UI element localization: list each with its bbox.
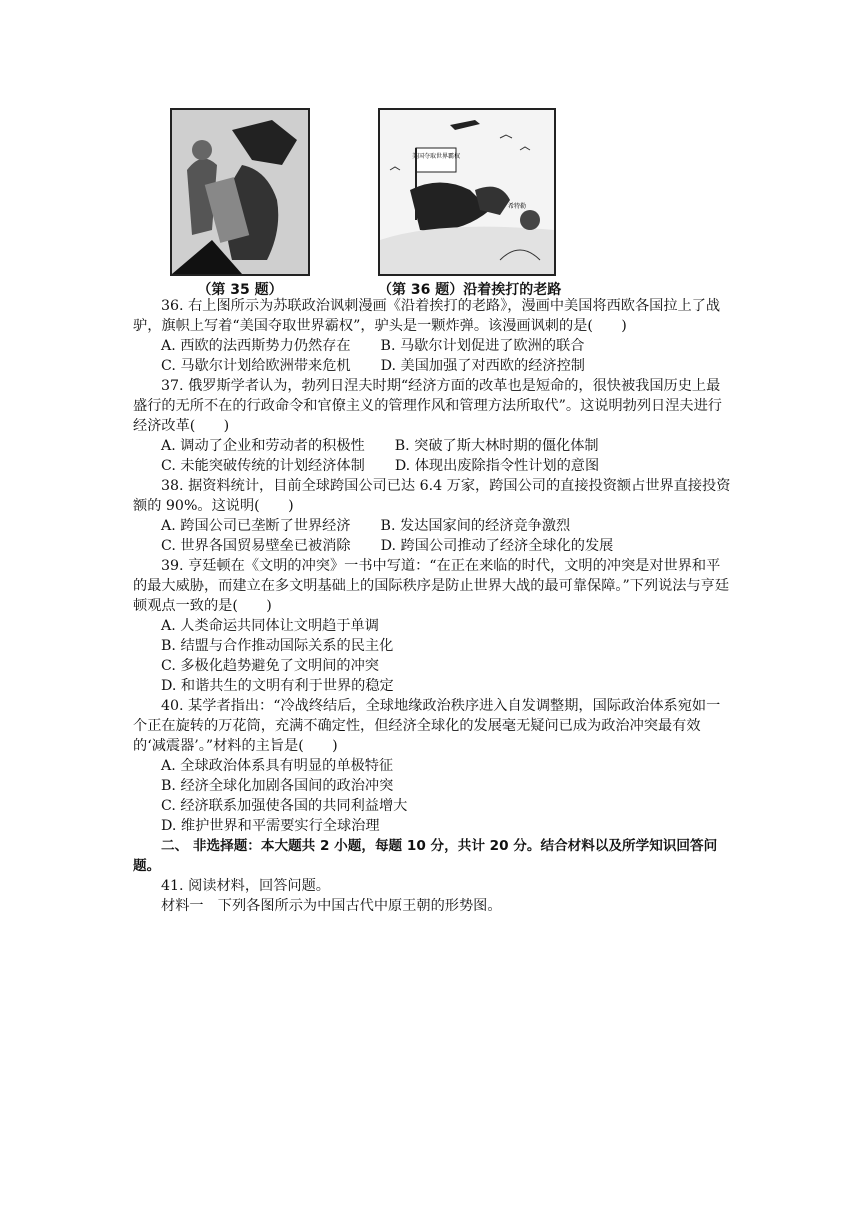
q38-stem: 38. 据资料统计，目前全球跨国公司已达 6.4 万家，跨国公司的直接投资额占世界直接投资额的 90%。这说明( ) [133,478,731,514]
q39-option-b: B. 结盟与合作推动国际关系的民主化 [161,638,394,654]
questions-text [133,296,731,916]
q39-option-a: A. 人类命运共同体让文明趋于单调 [161,618,379,634]
figure-36-caption: （第 36 题）沿着挨打的老路 [378,282,562,298]
q36-option-b: B. 马歇尔计划促进了欧洲的联合 [380,338,585,354]
q38-option-b: B. 发达国家间的经济竞争激烈 [380,518,571,534]
cartoon-35-image [170,108,310,276]
q38-options-row1 [133,516,731,536]
q39-option-d: D. 和谐共生的文明有利于世界的稳定 [161,678,394,694]
cartoon-36-image [378,108,556,276]
q37-option-a: A. 调动了企业和劳动者的积极性 [161,438,365,454]
q38-option-d: D. 跨国公司推动了经济全球化的发展 [380,538,614,554]
q37-option-b: B. 突破了斯大林时期的僵化体制 [394,438,599,454]
q37-options-row1 [133,436,731,456]
q41-stem: 41. 阅读材料，回答问题。 [161,878,330,894]
q37-stem: 37. 俄罗斯学者认为，勃列日涅夫时期“经济方面的改革也是短命的，很快被我国历史上最盛行的无所不在的行政命令和官僚主义的管理作风和管理方法所取代”。这说明勃列日涅夫进行经济改革( ) [133,378,722,434]
q36-option-c: C. 马歇尔计划给欧洲带来危机 [161,358,351,374]
q39-option-c: C. 多极化趋势避免了文明间的冲突 [161,658,379,674]
q38-options-row2 [133,536,731,556]
q40-option-d: D. 维护世界和平需要实行全球治理 [161,818,380,834]
section-2-heading: 二、 非选择题：本大题共 2 小题，每题 10 分，共计 20 分。结合材料以及所学知识回答问题。 [133,838,718,874]
q37-option-c: C. 未能突破传统的计划经济体制 [161,458,365,474]
q36-options-row1 [133,336,731,356]
material-1: 材料一 下列各图所示为中国古代中原王朝的形势图。 [161,898,502,914]
bomb-text: 希特勒 [508,203,527,210]
q40-stem: 40. 某学者指出：“冷战终结后，全球地缘政治秩序进入自发调整期，国际政治体系宛如一个正在旋转的万花筒，充满不确定性，但经济全球化的发展毫无疑问已成为政治冲突最有效的‘减震器’。”材料的主旨是( ) [133,698,721,754]
q36-stem: 36. 右上图所示为苏联政治讽刺漫画《沿着挨打的老路》，漫画中美国将西欧各国拉上了战驴，旗帜上写着“美国夺取世界霸权”，驴头是一颗炸弹。该漫画讽刺的是( ) [133,298,721,334]
q38-option-c: C. 世界各国贸易壁垒已被消除 [161,538,351,554]
q36-options-row2 [133,356,731,376]
figure-35-caption: （第 35 题） [197,282,283,298]
q39-stem: 39. 亨廷顿在《文明的冲突》一书中写道：“在正在来临的时代，文明的冲突是对世界和平的最大威胁，而建立在多文明基础上的国际秩序是防止世界大战的最可靠保障。”下列说法与亨廷顿观点一致的是( ) [133,558,730,614]
q38-option-a: A. 跨国公司已垄断了世界经济 [161,518,351,534]
q37-options-row2 [133,456,731,476]
q37-option-d: D. 体现出废除指令性计划的意图 [394,458,600,474]
figure-36 [378,108,561,299]
figures-row [0,108,860,300]
q40-option-b: B. 经济全球化加剧各国间的政治冲突 [161,778,394,794]
q40-option-a: A. 全球政治体系具有明显的单极特征 [161,758,394,774]
figure-35 [170,108,310,299]
q40-option-c: C. 经济联系加强使各国的共同利益增大 [161,798,408,814]
flag-text: 美国夺取世界霸权 [411,153,461,160]
q36-option-d: D. 美国加强了对西欧的经济控制 [380,358,585,374]
q36-option-a: A. 西欧的法西斯势力仍然存在 [161,338,351,354]
